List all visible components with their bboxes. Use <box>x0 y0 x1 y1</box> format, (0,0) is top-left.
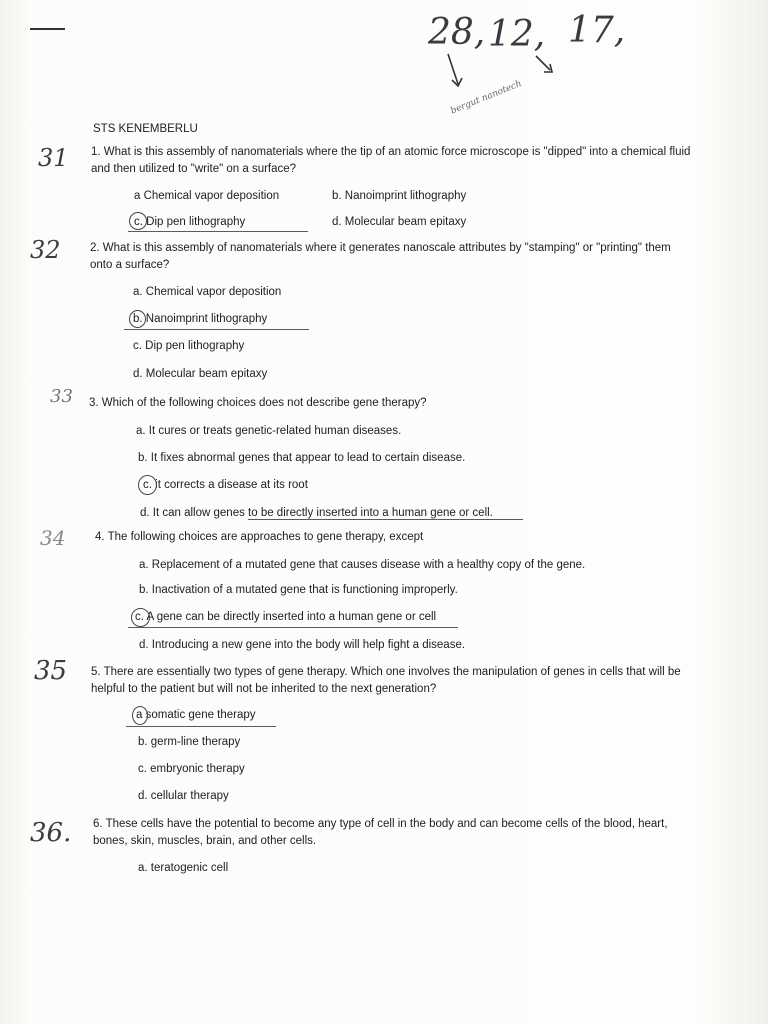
option: d. cellular therapy <box>138 790 229 802</box>
handwritten-number: 28, <box>428 12 486 53</box>
margin-number: 32 <box>30 236 61 264</box>
option-selected: c. it corrects a disease at its root <box>143 479 308 491</box>
question-text: Which of the following choices does not describe gene therapy? <box>101 397 427 409</box>
margin-number: 34 <box>40 526 66 550</box>
option: a. It cures or treats genetic-related human diseases. <box>136 425 402 437</box>
question-text: What is this assembly of nanomaterials where it generates nanoscale attributes by "stamping" or "printing" them onto a surface? <box>90 242 671 271</box>
margin-number: 35 <box>34 656 68 686</box>
option: a. Chemical vapor deposition <box>133 286 282 298</box>
handwritten-dash <box>30 28 65 30</box>
answer-underline <box>248 519 523 520</box>
margin-number: 33 <box>50 386 73 407</box>
answer-circle <box>129 310 146 328</box>
margin-number: 31 <box>38 144 69 172</box>
option: a. Replacement of a mutated gene that causes disease with a healthy copy of the gene. <box>139 559 586 571</box>
question-5 <box>91 664 691 698</box>
question-text: The following choices are approaches to gene therapy, except <box>107 531 424 543</box>
handwritten-number: 17, <box>568 10 626 51</box>
answer-underline <box>126 726 276 727</box>
question-number: 2. <box>90 242 100 254</box>
answer-underline <box>128 627 458 628</box>
option: c. Dip pen lithography <box>133 340 245 352</box>
option: d. It can allow genes to be directly inserted into a human gene or cell. <box>140 507 493 519</box>
question-text: These cells have the potential to become any type of cell in the body and can become cells of the blood, heart, bones, skin, muscles, brain, and other cells. <box>93 818 668 847</box>
option: b. Inactivation of a mutated gene that is functioning improperly. <box>139 584 458 596</box>
option: c. embryonic therapy <box>138 763 245 775</box>
question-text: What is this assembly of nanomaterials where the tip of an atomic force microscope is "dipped" into a chemical fluid and then utilized to "write" on a surface? <box>91 146 691 175</box>
question-1 <box>91 144 691 178</box>
handwritten-arrows <box>440 50 580 140</box>
handwritten-number: 12, <box>488 14 546 55</box>
arrow-down-icon <box>448 54 462 86</box>
question-3 <box>89 395 689 412</box>
answer-circle <box>138 475 157 495</box>
question-number: 3. <box>89 397 99 409</box>
answer-circle <box>129 212 147 230</box>
option: a. teratogenic cell <box>138 862 229 874</box>
option: b. Nanoimprint lithography <box>332 190 467 202</box>
option: d. Molecular beam epitaxy <box>133 368 268 380</box>
answer-underline <box>124 329 309 330</box>
question-number: 5. <box>91 666 101 678</box>
question-number: 1. <box>91 146 101 158</box>
option: b. germ-line therapy <box>138 736 241 748</box>
option-selected: c. Dip pen lithography <box>134 216 246 228</box>
question-2 <box>90 240 690 274</box>
question-6 <box>93 816 693 850</box>
answer-circle <box>132 706 148 725</box>
option-selected: c. A gene can be directly inserted into a human gene or cell <box>135 611 437 623</box>
option: a Chemical vapor deposition <box>134 190 280 202</box>
answer-underline <box>128 231 308 232</box>
course-title: STS KENEMBERLU <box>93 123 198 135</box>
option-selected: a somatic gene therapy <box>136 709 256 721</box>
answer-circle <box>131 608 150 627</box>
question-4 <box>95 529 695 546</box>
question-number: 4. <box>95 531 105 543</box>
option: d. Introducing a new gene into the body will help fight a disease. <box>139 639 466 651</box>
arrow-down-right-icon <box>536 56 552 72</box>
question-text: There are essentially two types of gene therapy. Which one involves the manipulation of genes in cells that will be helpful to the patient but will not be inherited to the next generation? <box>91 666 681 695</box>
option: b. It fixes abnormal genes that appear to lead to certain disease. <box>138 452 466 464</box>
handwritten-note: bergut nanotech <box>449 78 524 117</box>
option-selected: b. Nanoimprint lithography <box>133 313 268 325</box>
margin-number: 36. <box>30 818 72 848</box>
question-number: 6. <box>93 818 103 830</box>
option: d. Molecular beam epitaxy <box>332 216 467 228</box>
